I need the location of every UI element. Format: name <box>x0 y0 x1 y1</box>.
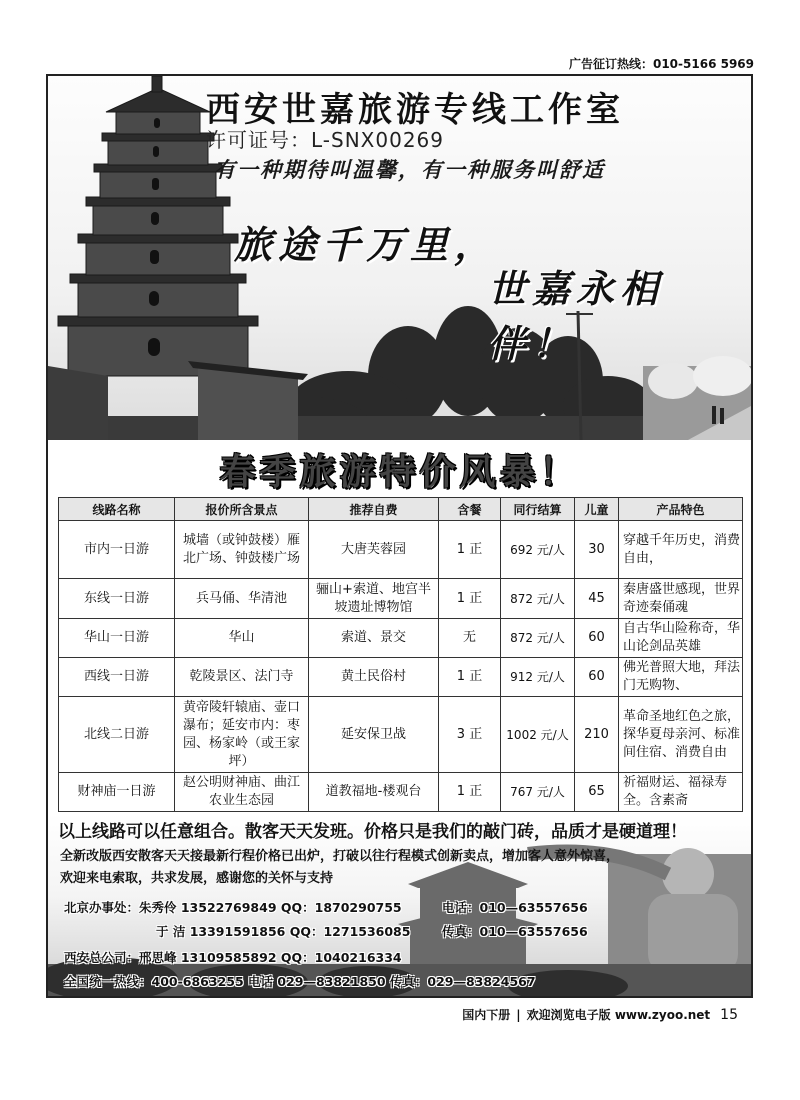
route-name: 华山一日游 <box>59 619 175 658</box>
route-child-price: 65 <box>575 773 619 812</box>
route-child-price: 30 <box>575 521 619 579</box>
promo-line-1: 全新改版西安散客天天接最新行程价格已出炉，打破以往行程模式创新卖点，增加客人意外惊喜， <box>60 849 620 864</box>
beijing-contact-2: 于 洁 13391591856 QQ：1271536085 <box>156 924 411 939</box>
route-price: 692 元/人 <box>501 521 575 579</box>
route-sites: 黄帝陵轩辕庙、壶口瀑布；延安市内：枣园、杨家岭（或王家坪） <box>175 697 309 773</box>
route-sites: 兵马俑、华清池 <box>175 579 309 619</box>
route-child-price: 210 <box>575 697 619 773</box>
route-price: 872 元/人 <box>501 619 575 658</box>
route-price: 912 元/人 <box>501 658 575 697</box>
website-link[interactable]: 欢迎浏览电子版 www.zyoo.net <box>526 1008 711 1022</box>
route-meals: 1 正 <box>439 773 501 812</box>
slogan-line-1: 旅途千万里， <box>234 222 499 267</box>
route-meals: 3 正 <box>439 697 501 773</box>
company-name: 西安世嘉旅游专线工作室 <box>206 90 624 130</box>
route-price: 872 元/人 <box>501 579 575 619</box>
page-number: 15 <box>720 1007 738 1023</box>
advertisement <box>46 74 753 998</box>
route-meals: 无 <box>439 619 501 658</box>
table-header-row <box>59 498 743 521</box>
route-name: 北线二日游 <box>59 697 175 773</box>
route-price-table <box>58 497 743 812</box>
service-motto: 有一种期待叫温馨，有一种服务叫舒适 <box>214 157 605 182</box>
route-child-price: 60 <box>575 619 619 658</box>
column-header: 产品特色 <box>619 498 743 521</box>
banner <box>48 76 751 440</box>
route-optional: 骊山+索道、地宫半坡遗址博物馆 <box>309 579 439 619</box>
quality-motto: 以上线路可以任意组合。散客天天发班。价格只是我们的敲门砖，品质才是硬道理！ <box>58 822 687 842</box>
table-row <box>59 658 743 697</box>
national-hotline: 全国统一热线：400-6863255 电话 029—83821850 传真：029—83824567 <box>64 974 536 989</box>
route-feature: 自古华山险称奇，华山论剑品英雄 <box>619 619 743 658</box>
column-header: 线路名称 <box>59 498 175 521</box>
route-meals: 1 正 <box>439 658 501 697</box>
route-optional: 延安保卫战 <box>309 697 439 773</box>
section-label: 国内下册 <box>462 1008 511 1022</box>
route-child-price: 45 <box>575 579 619 619</box>
xian-headquarters: 西安总公司：邢思峰 13109585892 QQ：1040216334 <box>64 950 402 965</box>
route-name: 市内一日游 <box>59 521 175 579</box>
route-optional: 道教福地-楼观台 <box>309 773 439 812</box>
route-sites: 城墙（或钟鼓楼）雁北广场、钟鼓楼广场 <box>175 521 309 579</box>
route-meals: 1 正 <box>439 579 501 619</box>
route-feature: 祈福财运、福禄寿全。含素斋 <box>619 773 743 812</box>
ad-hotline: 广告征订热线：010-5166 5969 <box>568 57 754 71</box>
beijing-contact-1: 北京办事处：朱秀伶 13522769849 QQ：1870290755 <box>64 900 402 915</box>
promo-line-2: 欢迎来电索取，共求发展，感谢您的关怀与支持 <box>60 871 334 886</box>
route-feature: 秦唐盛世感现，世界奇迹秦俑魂 <box>619 579 743 619</box>
page-footer: 国内下册 | 欢迎浏览电子版 www.zyoo.net 15 <box>462 1007 738 1023</box>
route-child-price: 60 <box>575 658 619 697</box>
promo-title: 春季旅游特价风暴！ <box>219 451 580 493</box>
table-row <box>59 773 743 812</box>
route-feature: 革命圣地红色之旅，探华夏母亲河、标准间住宿、消费自由 <box>619 697 743 773</box>
license-number: 许可证号：L-SNX00269 <box>206 128 444 152</box>
slogan-line-2: 世嘉永相伴！ <box>488 266 665 366</box>
table-row <box>59 619 743 658</box>
contact-section <box>48 814 751 996</box>
table-row <box>59 579 743 619</box>
route-sites: 赵公明财神庙、曲江农业生态园 <box>175 773 309 812</box>
route-optional: 大唐芙蓉园 <box>309 521 439 579</box>
route-name: 财神庙一日游 <box>59 773 175 812</box>
route-name: 东线一日游 <box>59 579 175 619</box>
table-row <box>59 697 743 773</box>
column-header: 同行结算 <box>501 498 575 521</box>
route-sites: 乾陵景区、法门寺 <box>175 658 309 697</box>
route-price: 1002 元/人 <box>501 697 575 773</box>
route-name: 西线一日游 <box>59 658 175 697</box>
route-feature: 穿越千年历史，消费自由， <box>619 521 743 579</box>
column-header: 儿童 <box>575 498 619 521</box>
route-meals: 1 正 <box>439 521 501 579</box>
beijing-fax: 传真：010—63557656 <box>442 924 588 939</box>
route-optional: 黄土民俗村 <box>309 658 439 697</box>
route-price: 767 元/人 <box>501 773 575 812</box>
beijing-tel: 电话：010—63557656 <box>442 900 588 915</box>
route-optional: 索道、景交 <box>309 619 439 658</box>
column-header: 含餐 <box>439 498 501 521</box>
column-header: 报价所含景点 <box>175 498 309 521</box>
route-sites: 华山 <box>175 619 309 658</box>
table-row <box>59 521 743 579</box>
route-feature: 佛光普照大地，拜法门无购物、 <box>619 658 743 697</box>
column-header: 推荐自费 <box>309 498 439 521</box>
